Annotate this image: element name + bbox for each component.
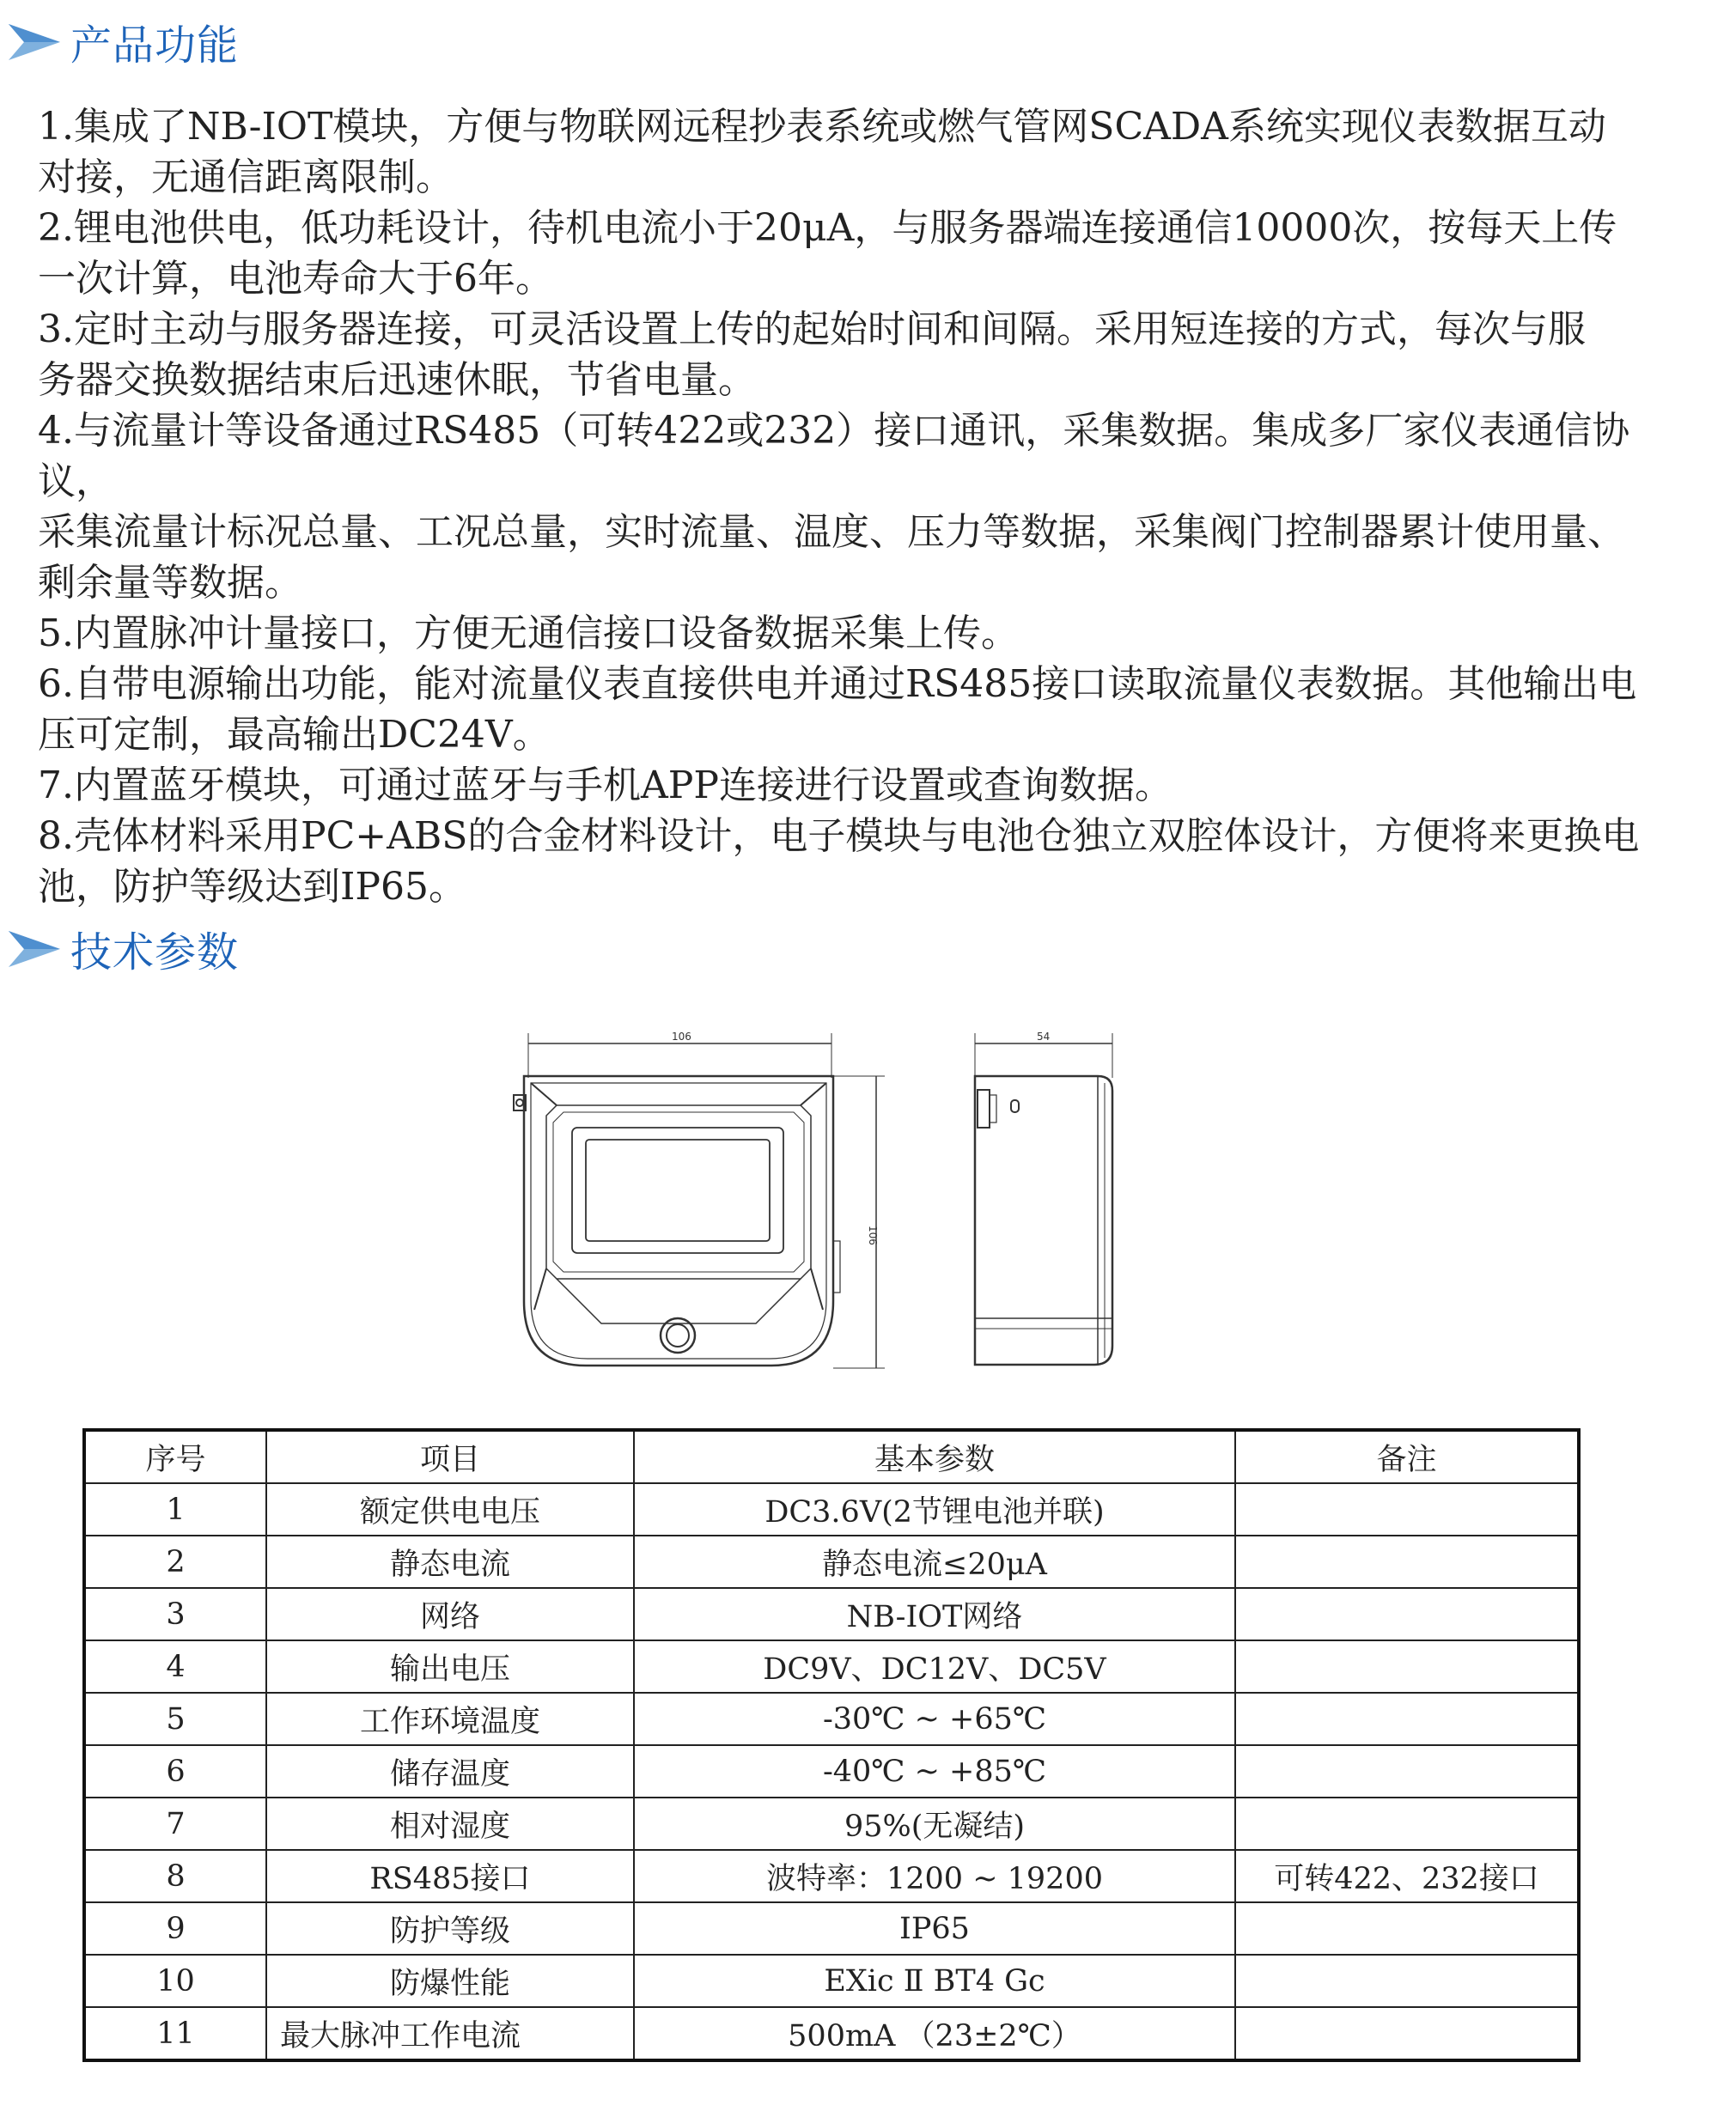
cell-no: 2 [84, 1536, 266, 1588]
feature-item: 1.集成了NB-IOT模块，方便与物联网远程抄表系统或燃气管网SCADA系统实现仪表数据互动 对接，无通信距离限制。 [38, 105, 1606, 199]
section-title: 产品功能 [70, 21, 240, 70]
cell-item: 网络 [266, 1588, 634, 1640]
cell-no: 4 [84, 1640, 266, 1693]
feature-item: 7.内置蓝牙模块，可通过蓝牙与手机APP连接进行设置或查询数据。 [38, 764, 1173, 807]
table-row [84, 1798, 1579, 1850]
table-row [84, 1483, 1579, 1536]
cell-note [1235, 1798, 1579, 1850]
cell-note [1235, 1588, 1579, 1640]
cell-note [1235, 1536, 1579, 1588]
cell-item: 静态电流 [266, 1536, 634, 1588]
section-header-specs [7, 919, 239, 978]
cell-item: 额定供电电压 [266, 1483, 634, 1536]
table-row [84, 1588, 1579, 1640]
column-header: 备注 [1235, 1430, 1579, 1483]
section-title: 技术参数 [70, 928, 240, 976]
feature-item: 5.内置脉冲计量接口，方便无通信接口设备数据采集上传。 [38, 611, 1019, 655]
table-row [84, 1693, 1579, 1745]
cell-item: 最大脉冲工作电流 [266, 2007, 634, 2060]
feature-item: 3.定时主动与服务器连接，可灵活设置上传的起始时间和间隔。采用短连接的方式，每次与服 务器交换数据结束后迅速休眠，节省电量。 [38, 307, 1586, 402]
feature-list [38, 101, 1670, 912]
spec-table [82, 1428, 1581, 2062]
cell-param: -30℃ ~ +65℃ [634, 1693, 1235, 1745]
table-header-row [84, 1430, 1579, 1483]
table-row [84, 1955, 1579, 2007]
cell-note: 可转422、232接口 [1235, 1850, 1579, 1902]
cell-param: EXic Ⅱ BT4 Gc [634, 1955, 1235, 2007]
dimension-drawing [481, 1026, 1168, 1387]
cell-item: 防爆性能 [266, 1955, 634, 2007]
cell-param: DC3.6V(2节锂电池并联) [634, 1483, 1235, 1536]
arrow-icon [7, 928, 62, 970]
column-header: 项目 [266, 1430, 634, 1483]
cell-no: 11 [84, 2007, 266, 2060]
cell-note [1235, 1483, 1579, 1536]
cell-note [1235, 2007, 1579, 2060]
cell-item: 相对湿度 [266, 1798, 634, 1850]
cell-param: 95%(无凝结) [634, 1798, 1235, 1850]
cell-item: 输出电压 [266, 1640, 634, 1693]
front-view [514, 1031, 885, 1368]
table-row [84, 1536, 1579, 1588]
cell-no: 5 [84, 1693, 266, 1745]
cell-param: 500mA （23±2℃） [634, 2007, 1235, 2060]
cell-param: NB-IOT网络 [634, 1588, 1235, 1640]
side-width-label: 54 [1037, 1031, 1051, 1043]
feature-item: 4.与流量计等设备通过RS485（可转422或232）接口通讯，采集数据。集成多厂家仪表通信协议， 采集流量计标况总量、工况总量，实时流量、温度、压力等数据，采集阀门控制器累计使用量、 剩余量等数据。 [38, 409, 1630, 605]
front-width-label: 106 [672, 1031, 691, 1043]
feature-item: 6.自带电源输出功能，能对流量仪表直接供电并通过RS485接口读取流量仪表数据。其他输出电 压可定制，最高输出DC24V。 [38, 662, 1637, 757]
feature-item: 8.壳体材料采用PC+ABS的合金材料设计，电子模块与电池仓独立双腔体设计，方便将来更换电 池，防护等级达到IP65。 [38, 814, 1640, 909]
table-row [84, 2007, 1579, 2060]
cell-item: RS485接口 [266, 1850, 634, 1902]
cell-note [1235, 1640, 1579, 1693]
cell-param: -40℃ ~ +85℃ [634, 1745, 1235, 1798]
feature-item: 2.锂电池供电，低功耗设计，待机电流小于20μA，与服务器端连接通信10000次，按每天上传 一次计算，电池寿命大于6年。 [38, 206, 1617, 301]
section-header-features [7, 12, 239, 71]
cell-no: 1 [84, 1483, 266, 1536]
cell-no: 6 [84, 1745, 266, 1798]
cell-no: 8 [84, 1850, 266, 1902]
cell-param: 波特率：1200 ~ 19200 [634, 1850, 1235, 1902]
cell-item: 储存温度 [266, 1745, 634, 1798]
table-row [84, 1640, 1579, 1693]
table-row [84, 1745, 1579, 1798]
cell-note [1235, 1745, 1579, 1798]
cell-no: 3 [84, 1588, 266, 1640]
column-header: 序号 [84, 1430, 266, 1483]
cell-note [1235, 1955, 1579, 2007]
table-row [84, 1850, 1579, 1902]
cell-item: 防护等级 [266, 1902, 634, 1955]
cell-param: 静态电流≤20μA [634, 1536, 1235, 1588]
cell-param: IP65 [634, 1902, 1235, 1955]
table-row [84, 1902, 1579, 1955]
arrow-icon [7, 21, 62, 64]
cell-param: DC9V、DC12V、DC5V [634, 1640, 1235, 1693]
cell-note [1235, 1902, 1579, 1955]
cell-no: 7 [84, 1798, 266, 1850]
cell-item: 工作环境温度 [266, 1693, 634, 1745]
front-height-label: 106 [867, 1226, 879, 1245]
cell-no: 10 [84, 1955, 266, 2007]
cell-note [1235, 1693, 1579, 1745]
side-view [975, 1031, 1112, 1365]
cell-no: 9 [84, 1902, 266, 1955]
column-header: 基本参数 [634, 1430, 1235, 1483]
